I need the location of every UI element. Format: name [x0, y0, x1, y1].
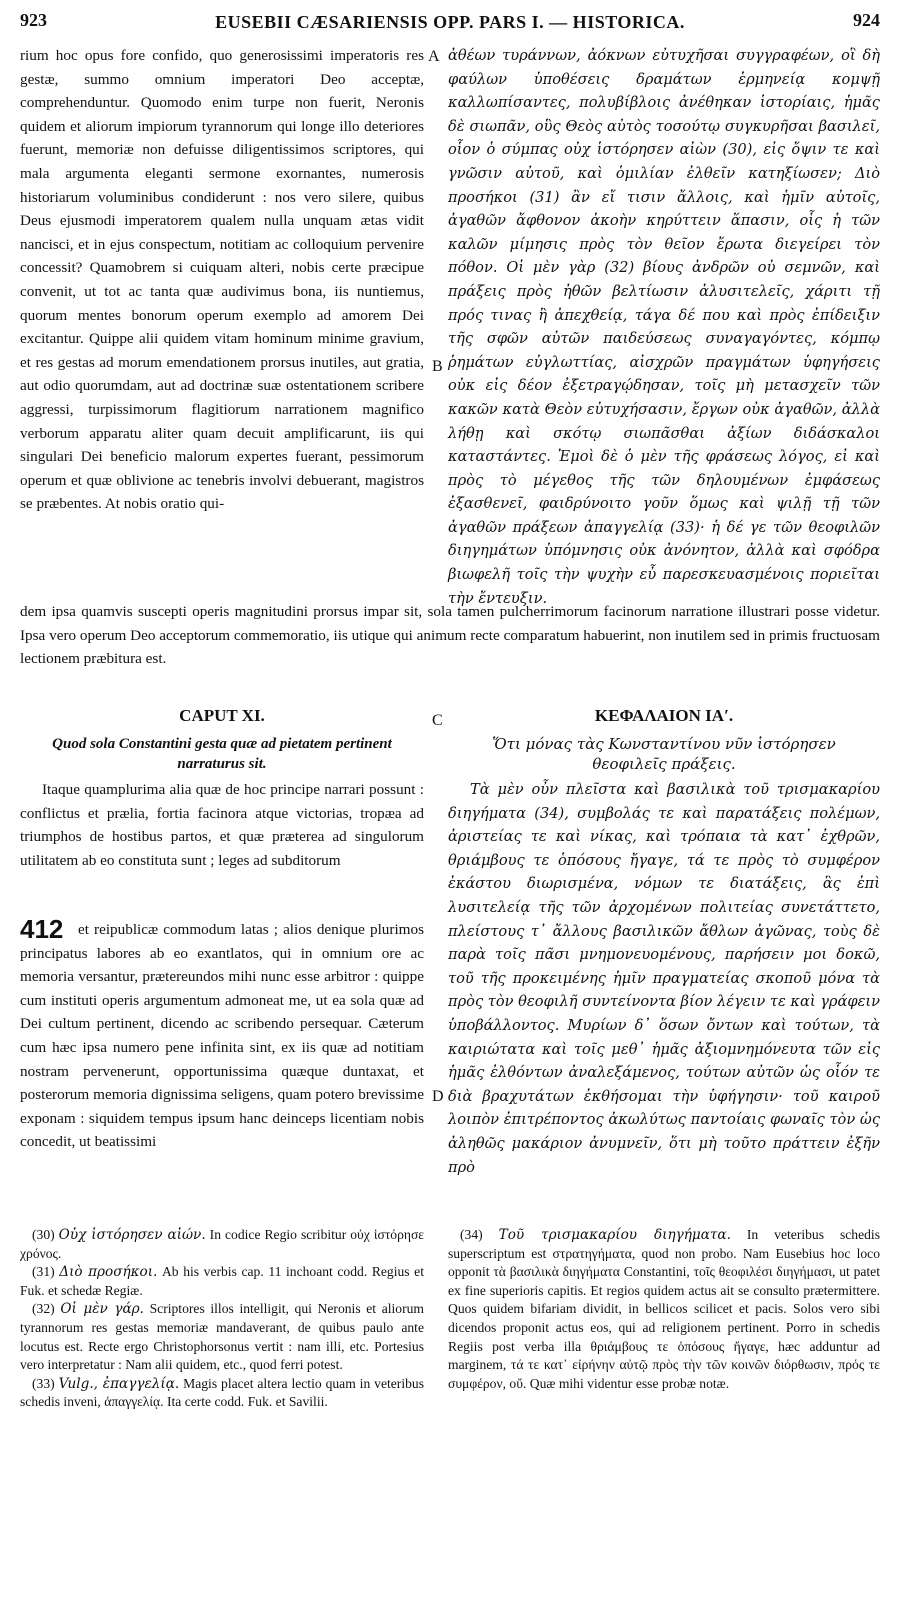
latin-column-top: rium hoc opus fore confido, quo generosissimi imperatoris res gestæ, summo omnium imperatori Deo acceptæ, comprehenduntur. Quomodo enim turpe non fuerit, Neronis quidem et aliorum impiorum tyrannorum qui longe illo deteriores fuerunt, memoriæ non defuisse diligentissimos scriptores, qui mala argumenta eleganti sermone exornantes, numerosis historiarum voluminibus condiderunt : nos vero silere, quibus Deus ejusmodi imperatorem qualem nulla unquam ætas vidit nancisci, et in ejus conspectum, notitiam ac colloquium pervenire concessit? Quamobrem si cuiquam alteri, nobis certe præcipue convenit, ut tot ac tanta quæ audivimus bona, iis nuntiemus, quorum mentes bonorum operum exemplo ad amorem Dei excitantur. Quippe alii quidem vitam hominum minime gravium, et res gestas ad morum emendationem prorsus inutiles, aut gratia, aut odio quorumdam, aut ad doctrinæ suæ ostentationem scribere aggressi, turpissimorum flagitiorum narrationem magnifico verborum apparatu aliter quam decuit amplificarunt, iis qui singulari Dei beneficio malorum expertes fuerant, pessimorum operum et quæ oblivione ac tenebris involvi debuerant, magistros se præbentes. At nobis oratio qui- — [20, 47, 424, 513]
footnote-label: (32) — [32, 1301, 55, 1317]
caput-latin-text-b: et reipublicæ commodum latas ; alios denique plurimos principatus labores ab eo exantlatos, qui in omnium ore ac memoria versantur, prætereundos mihi nunc esse arbitror : quippe cum instituti operis argumentum admoneat me, ut ea sola quæ ad Dei cultum pertinent, dicendo ac scribendo persequar. Cæterum cum hæc ipsa numero pene infinita sint, ex iis quæ ad notitiam nostram pervenerunt, opportunissima quæque duntaxat, et posterorum memoria dignissima seligens, quam potero brevissime exponam : siquidem tempus ipsum hanc deinceps licentiam nobis concedit, ut beatissimi — [20, 921, 424, 1151]
footnote-34 — [448, 1226, 880, 1393]
running-title: EUSEBII CÆSARIENSIS OPP. PARS I. — HISTORICA. — [215, 12, 685, 32]
caput-greek-title: ΚΕΦΑΛΑΙΟΝ ΙΑʹ. — [594, 706, 734, 725]
notes-left — [20, 1226, 424, 1606]
page-number-left: 923 — [20, 10, 47, 30]
footnote-text: Magis placet altera lectio quam in veteribus schedis inveni, ἀπαγγελίᾳ. Ita certe codd. Fuk. et Savilii. — [20, 1375, 424, 1410]
margin-letter-a: A — [428, 48, 440, 65]
caput-greek-text: Τὰ μὲν οὖν πλεῖστα καὶ βασιλικὰ τοῦ τρισμακαρίου διηγήματα (34), συμβολάς τε καὶ παρατάξεις πολέμων, ἀριστείας τε καὶ νίκας, καὶ τρόπαια τὰ κατ᾽ ἐχθρῶν, θριάμβους τε ὁπόσους ἤγαγε, τά τε πρὸς τὸ συμφέρον ἑκάστου διωρισμένα, νόμων τε διατάξεις, ἃς ἐπὶ λυσιτελείᾳ τῆς τῶν ἀρχομένων πολιτείας συνετάττετο, πλείστους τ᾽ ἄλλους βασιλικῶν ἄθλων ἀγῶνας, τοὺς δὲ παρὰ τοῖς πᾶσι μνημονευομένους, παρήσειν μοι δοκῶ, τοῦ τῆς προκειμένης ἡμῖν πραγματείας σκοποῦ μόνα τὰ πρὸς τὸν θεοφιλῆ συντείνοντα βίον λέγειν τε καὶ γράφειν ὑποβάλλοντος. Μυρίων δ᾽ ὅσων ὄντων καὶ τούτων, τὰ καιριώτατα καὶ τοῖς μεθ᾽ ἡμᾶς ἀξιομνημόνευτα τῶν εἰς ἡμᾶς ἐλθόντων ἀναλεξάμενος, τούτων αὐτῶν ὡς οἷόν τε διὰ βραχυτάτων ἐκθήσομαι τὴν ὑφήγησιν· τοῦ καιροῦ λοιπὸν ἐπιτρέποντος ἀκωλύτως παντοίαις φωναῖς τὸν ὡς ἀληθῶς μακάριον ἀνυμνεῖν, ὅτι μὴ τοῦτο πράττειν ἐξῆν πρὸ — [448, 781, 880, 1176]
caput-greek-summary: Ὅτι μόνας τὰς Κωνσταντίνου νῦν ἱστόρησεν θεοφιλεῖς πράξεις. — [492, 735, 836, 773]
greek-column-top: ἀθέων τυράννων, ἀόκνων εὐτυχῆσαι συγγραφέων, οἳ δὴ φαύλων ὑποθέσεις δραμάτων ἑρμηνείᾳ κομψῇ καλλωπίσαντες, πολυβίβλοις ἀνέθηκαν ἱστορίαις, ἡμᾶς δὲ σιωπᾶν, οὓς Θεὸς αὐτὸς τοσούτῳ συγκυρῆσαι βασιλεῖ, οἷον ὁ σύμπας οὐχ ἱστόρησεν αἰὼν (30), εἰς ὄψιν τε καὶ γνῶσιν αὐτοῦ, καὶ ὁμιλίαν ἐλθεῖν κατηξίωσεν; Διὸ προσήκοι (31) ἂν εἴ τισιν ἄλλοις, καὶ ἡμῖν αὐτοῖς, ἀγαθῶν ἄφθονον ἀκοὴν κηρύττειν ἅπασιν, οἷς ἡ τῶν καλῶν μίμησις πρὸς τὸν θεῖον ἔρωτα διεγείρει τὸν πόθον. Οἱ μὲν γὰρ (32) βίους ἀνδρῶν οὐ σεμνῶν, καὶ πράξεις πρὸς ἠθῶν βελτίωσιν ἀλυσιτελεῖς, χάριτι τῇ πρός τινας ἢ ἀπεχθείᾳ, τάγα δέ που καὶ πρὸς ἐπίδειξιν τῆς σφῶν αὐτῶν παιδεύσεως συναγαγόντες, κόμπῳ ῥημάτων εὐγλωττίας, αἰσχρῶν πραγμάτων ὑφηγήσεις οὐκ εἰς δέον ἐξετραγῴδησαν, τοῖς μὴ μετασχεῖν τῶν κακῶν κατὰ Θεὸν εὐτυχήσασιν, ἔργων οὐκ ἀγαθῶν, ἀλλὰ λήθῃ καὶ σκότῳ σιωπᾶσθαι ἀξίων διδάσκαλοι καταστάντες. Ἐμοὶ δὲ ὁ μὲν τῆς φράσεως λόγος, εἰ καὶ πρὸς τὸ μέγεθος τῆς τῶν δηλουμένων ἐμφάσεως ἐξασθενεῖ, φαιδρύνοιτο γοῦν ὅμως καὶ ψιλῇ τῇ τῶν ἀγαθῶν πράξεων ἀπαγγελίᾳ (33)· ἡ δέ γε τῶν θεοφιλῶν διηγημάτων ὑπόμνησις οὐκ ἀνόνητον, ἀλλὰ καὶ σφόδρα βιωφελῆ τοῖς τὴν ψυχὴν εὖ παρεσκευασμένοις ποριεῖται τὴν ἔντευξιν. — [448, 47, 880, 607]
footnote-text: Ab his verbis cap. 11 inchoant codd. Regius et Fuk. et schedæ Regiæ. — [20, 1264, 424, 1298]
footnote-33 — [20, 1375, 424, 1412]
footnote-lemma: Τοῦ τρισμακαρίου διηγήματα. — [498, 1227, 731, 1243]
footnote-30 — [20, 1226, 424, 1263]
margin-letter-b: B — [432, 358, 443, 375]
footnote-lemma: Οἱ μὲν γάρ. — [60, 1301, 144, 1318]
footnote-text: In codice Regio scribitur οὐχ ἱστόρησε χρόνος. — [20, 1227, 425, 1261]
caput-latin-text-a: Itaque quamplurima alia quæ de hoc principe narrari possunt : conflictus et prælia, fortia facinora atque victorias, tropæa ad triumphos de hostibus partos, et quæ præterea ad singulorum utilitatem ab eo constituta sunt ; leges ad subditorum — [20, 781, 424, 869]
page-number-right: 924 — [853, 10, 880, 30]
footnote-text: Scriptores illos intelligit, qui Neronis et aliorum tyrannorum res gestas memoriæ mandaverant, de quibus paulo ante locutus est. Recte ergo Christophorsonus vertit : nam illi, etc. Portesius vero interpretatur : Nam alii quidem, etc., quod ferri potest. — [20, 1301, 424, 1373]
running-header — [20, 10, 880, 36]
footnote-label: (34) — [460, 1227, 483, 1242]
footnote-31 — [20, 1263, 424, 1300]
caput-latin-title: CAPUT XI. — [179, 706, 265, 725]
marginal-number: 412 — [20, 914, 64, 944]
footnote-lemma: Vulg., ἐπαγγελίᾳ. — [58, 1375, 180, 1392]
caput-latin-summary: Quod sola Constantini gesta quæ ad pietatem pertinent narraturus sit. — [52, 736, 392, 772]
latin-full-width: dem ipsa quamvis suscepti operis magnitudini prorsus impar sit, sola tamen pulcherrimorum facinorum narratione illustrari posse videtur. Ipsa vero operum Deo acceptorum commemoratio, iis utique qui animum recte comparatum habuerint, non inutilem sed in primis fructuosam lectionem præbitura est. — [20, 603, 880, 668]
notes-right — [448, 1226, 880, 1606]
margin-letter-d: D — [432, 1088, 444, 1105]
footnote-lemma: Οὐχ ἱστόρησεν αἰών. — [58, 1227, 206, 1243]
footnote-label: (33) — [32, 1375, 55, 1391]
footnote-text: In veteribus schedis superscriptum est στρατηγήματα, quod non probo. Nam Eusebius hoc loco opponit τὰ βασιλικὰ διηγήματα Constantini, τοῖς θεοφιλέσι διηγήμασι, ut patet ex fine superioris capitis. Et regios quidem actus ait se consulto prætermittere. Quos quidem bifariam dividit, in bellicos scilicet et pacis. Solos vero sibi dicendos proponit actus eos, qui ad religionem pertinent. Porro in schedis Regiis post verba illa θριάμβους τε ὁπόσους ἤγαγε, hæc adduntur ad marginem, τά τε κατ᾽ εἰρήνην αὐτῷ πρὸς τὴν τῶν κοινῶν διόρθωσιν, πρός τε συμφέρον, οὔ. Quæ mihi videntur esse probæ notæ. — [448, 1227, 881, 1391]
footnote-32 — [20, 1300, 424, 1374]
footnote-label: (30) — [32, 1227, 55, 1242]
margin-letter-c: C — [432, 712, 443, 729]
footnote-lemma: Διὸ προσήκοι. — [59, 1264, 158, 1281]
footnote-label: (31) — [32, 1264, 55, 1280]
